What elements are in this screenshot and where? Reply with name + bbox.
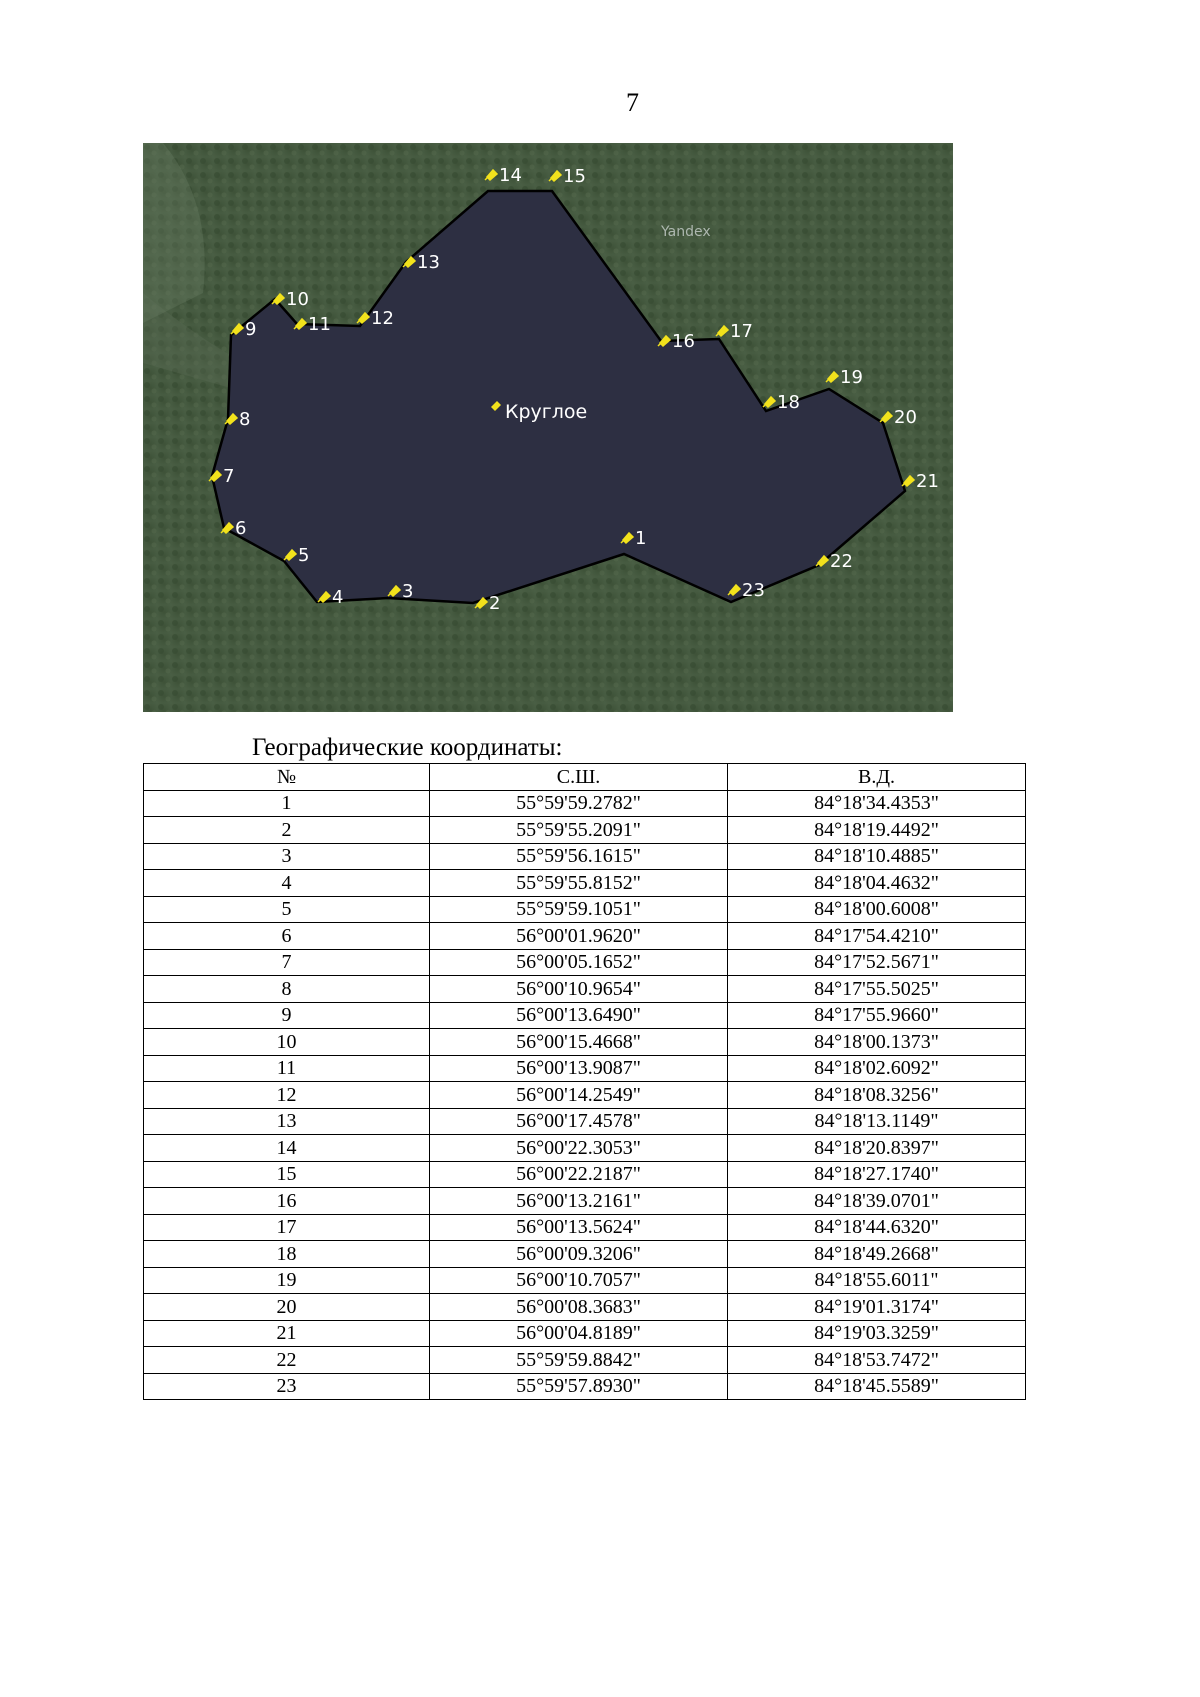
latitude-cell: 56°00'13.9087": [430, 1055, 728, 1082]
point-number: 12: [144, 1082, 430, 1109]
point-number: 16: [144, 1188, 430, 1215]
table-header-row: [144, 764, 1026, 791]
point-label: 1: [635, 528, 647, 549]
longitude-cell: 84°17'55.5025": [728, 976, 1026, 1003]
satellite-map: [143, 143, 953, 712]
longitude-cell: 84°18'02.6092": [728, 1055, 1026, 1082]
longitude-cell: 84°18'13.1149": [728, 1108, 1026, 1135]
longitude-cell: 84°18'10.4885": [728, 843, 1026, 870]
latitude-cell: 55°59'59.1051": [430, 896, 728, 923]
point-number: 5: [144, 896, 430, 923]
latitude-cell: 56°00'13.5624": [430, 1214, 728, 1241]
latitude-cell: 56°00'09.3206": [430, 1241, 728, 1268]
point-label: 2: [489, 593, 501, 614]
point-number: 3: [144, 843, 430, 870]
longitude-cell: 84°17'52.5671": [728, 949, 1026, 976]
point-number: 10: [144, 1029, 430, 1056]
point-label: 3: [402, 581, 414, 602]
point-label: 4: [332, 587, 344, 608]
table-row: [144, 790, 1026, 817]
point-label: 18: [777, 392, 800, 413]
latitude-cell: 55°59'55.2091": [430, 817, 728, 844]
point-number: 13: [144, 1108, 430, 1135]
latitude-cell: 56°00'05.1652": [430, 949, 728, 976]
latitude-cell: 56°00'01.9620": [430, 923, 728, 950]
map-canvas: [143, 143, 953, 712]
lake-name: Круглое: [505, 401, 588, 423]
point-label: 17: [730, 321, 753, 342]
point-label: 10: [286, 289, 309, 310]
table-row: [144, 817, 1026, 844]
point-label: 14: [499, 165, 522, 186]
latitude-cell: 56°00'10.9654": [430, 976, 728, 1003]
longitude-cell: 84°17'54.4210": [728, 923, 1026, 950]
longitude-cell: 84°19'03.3259": [728, 1320, 1026, 1347]
table-row: [144, 949, 1026, 976]
table-row: [144, 1082, 1026, 1109]
table-row: [144, 1108, 1026, 1135]
point-label: 20: [894, 407, 917, 428]
point-label: 6: [235, 518, 247, 539]
table-row: [144, 1002, 1026, 1029]
table-row: [144, 1320, 1026, 1347]
point-label: 21: [916, 471, 939, 492]
longitude-cell: 84°18'45.5589": [728, 1373, 1026, 1400]
point-label: 5: [298, 545, 310, 566]
latitude-cell: 56°00'15.4668": [430, 1029, 728, 1056]
longitude-cell: 84°18'34.4353": [728, 790, 1026, 817]
table-row: [144, 1267, 1026, 1294]
latitude-cell: 56°00'13.2161": [430, 1188, 728, 1215]
point-number: 14: [144, 1135, 430, 1162]
point-label: 16: [672, 331, 695, 352]
longitude-cell: 84°18'04.4632": [728, 870, 1026, 897]
point-label: 8: [239, 409, 251, 430]
table-row: [144, 1055, 1026, 1082]
longitude-cell: 84°18'44.6320": [728, 1214, 1026, 1241]
longitude-cell: 84°18'00.6008": [728, 896, 1026, 923]
point-number: 17: [144, 1214, 430, 1241]
lake-label: [491, 401, 587, 423]
header-latitude: С.Ш.: [430, 764, 728, 791]
point-label: 15: [563, 166, 586, 187]
point-number: 6: [144, 923, 430, 950]
table-row: [144, 1029, 1026, 1056]
table-row: [144, 1161, 1026, 1188]
point-label: 19: [840, 367, 863, 388]
point-number: 21: [144, 1320, 430, 1347]
point-label: 11: [308, 314, 331, 335]
longitude-cell: 84°18'49.2668": [728, 1241, 1026, 1268]
latitude-cell: 55°59'59.2782": [430, 790, 728, 817]
table-row: [144, 896, 1026, 923]
table-row: [144, 1188, 1026, 1215]
latitude-cell: 56°00'04.8189": [430, 1320, 728, 1347]
longitude-cell: 84°18'08.3256": [728, 1082, 1026, 1109]
page-number: 7: [626, 88, 639, 117]
point-number: 4: [144, 870, 430, 897]
point-number: 15: [144, 1161, 430, 1188]
point-label: 9: [245, 319, 257, 340]
latitude-cell: 55°59'57.8930": [430, 1373, 728, 1400]
table-row: [144, 1214, 1026, 1241]
point-number: 20: [144, 1294, 430, 1321]
map-watermark: Yandex: [661, 224, 711, 240]
point-label: 13: [417, 252, 440, 273]
table-row: [144, 1135, 1026, 1162]
point-label: 7: [223, 466, 235, 487]
point-number: 11: [144, 1055, 430, 1082]
point-number: 18: [144, 1241, 430, 1268]
table-row: [144, 923, 1026, 950]
longitude-cell: 84°18'53.7472": [728, 1347, 1026, 1374]
latitude-cell: 56°00'08.3683": [430, 1294, 728, 1321]
longitude-cell: 84°18'20.8397": [728, 1135, 1026, 1162]
point-number: 9: [144, 1002, 430, 1029]
table-row: [144, 1347, 1026, 1374]
longitude-cell: 84°18'27.1740": [728, 1161, 1026, 1188]
latitude-cell: 55°59'55.8152": [430, 870, 728, 897]
table-row: [144, 843, 1026, 870]
point-label: 23: [742, 580, 765, 601]
table-row: [144, 1373, 1026, 1400]
table-row: [144, 1294, 1026, 1321]
coordinates-table: [143, 763, 1026, 1400]
latitude-cell: 56°00'17.4578": [430, 1108, 728, 1135]
table-row: [144, 870, 1026, 897]
latitude-cell: 56°00'10.7057": [430, 1267, 728, 1294]
latitude-cell: 56°00'14.2549": [430, 1082, 728, 1109]
point-number: 19: [144, 1267, 430, 1294]
latitude-cell: 56°00'22.3053": [430, 1135, 728, 1162]
coordinates-heading: Географические координаты:: [252, 734, 563, 761]
point-label: 22: [830, 551, 853, 572]
longitude-cell: 84°18'55.6011": [728, 1267, 1026, 1294]
header-longitude: В.Д.: [728, 764, 1026, 791]
point-number: 22: [144, 1347, 430, 1374]
table-row: [144, 976, 1026, 1003]
point-label: 12: [371, 308, 394, 329]
point-number: 2: [144, 817, 430, 844]
longitude-cell: 84°17'55.9660": [728, 1002, 1026, 1029]
longitude-cell: 84°19'01.3174": [728, 1294, 1026, 1321]
latitude-cell: 55°59'56.1615": [430, 843, 728, 870]
point-number: 1: [144, 790, 430, 817]
longitude-cell: 84°18'39.0701": [728, 1188, 1026, 1215]
longitude-cell: 84°18'19.4492": [728, 817, 1026, 844]
latitude-cell: 56°00'22.2187": [430, 1161, 728, 1188]
latitude-cell: 55°59'59.8842": [430, 1347, 728, 1374]
point-number: 8: [144, 976, 430, 1003]
header-number: №: [144, 764, 430, 791]
point-number: 7: [144, 949, 430, 976]
table-row: [144, 1241, 1026, 1268]
latitude-cell: 56°00'13.6490": [430, 1002, 728, 1029]
point-number: 23: [144, 1373, 430, 1400]
longitude-cell: 84°18'00.1373": [728, 1029, 1026, 1056]
